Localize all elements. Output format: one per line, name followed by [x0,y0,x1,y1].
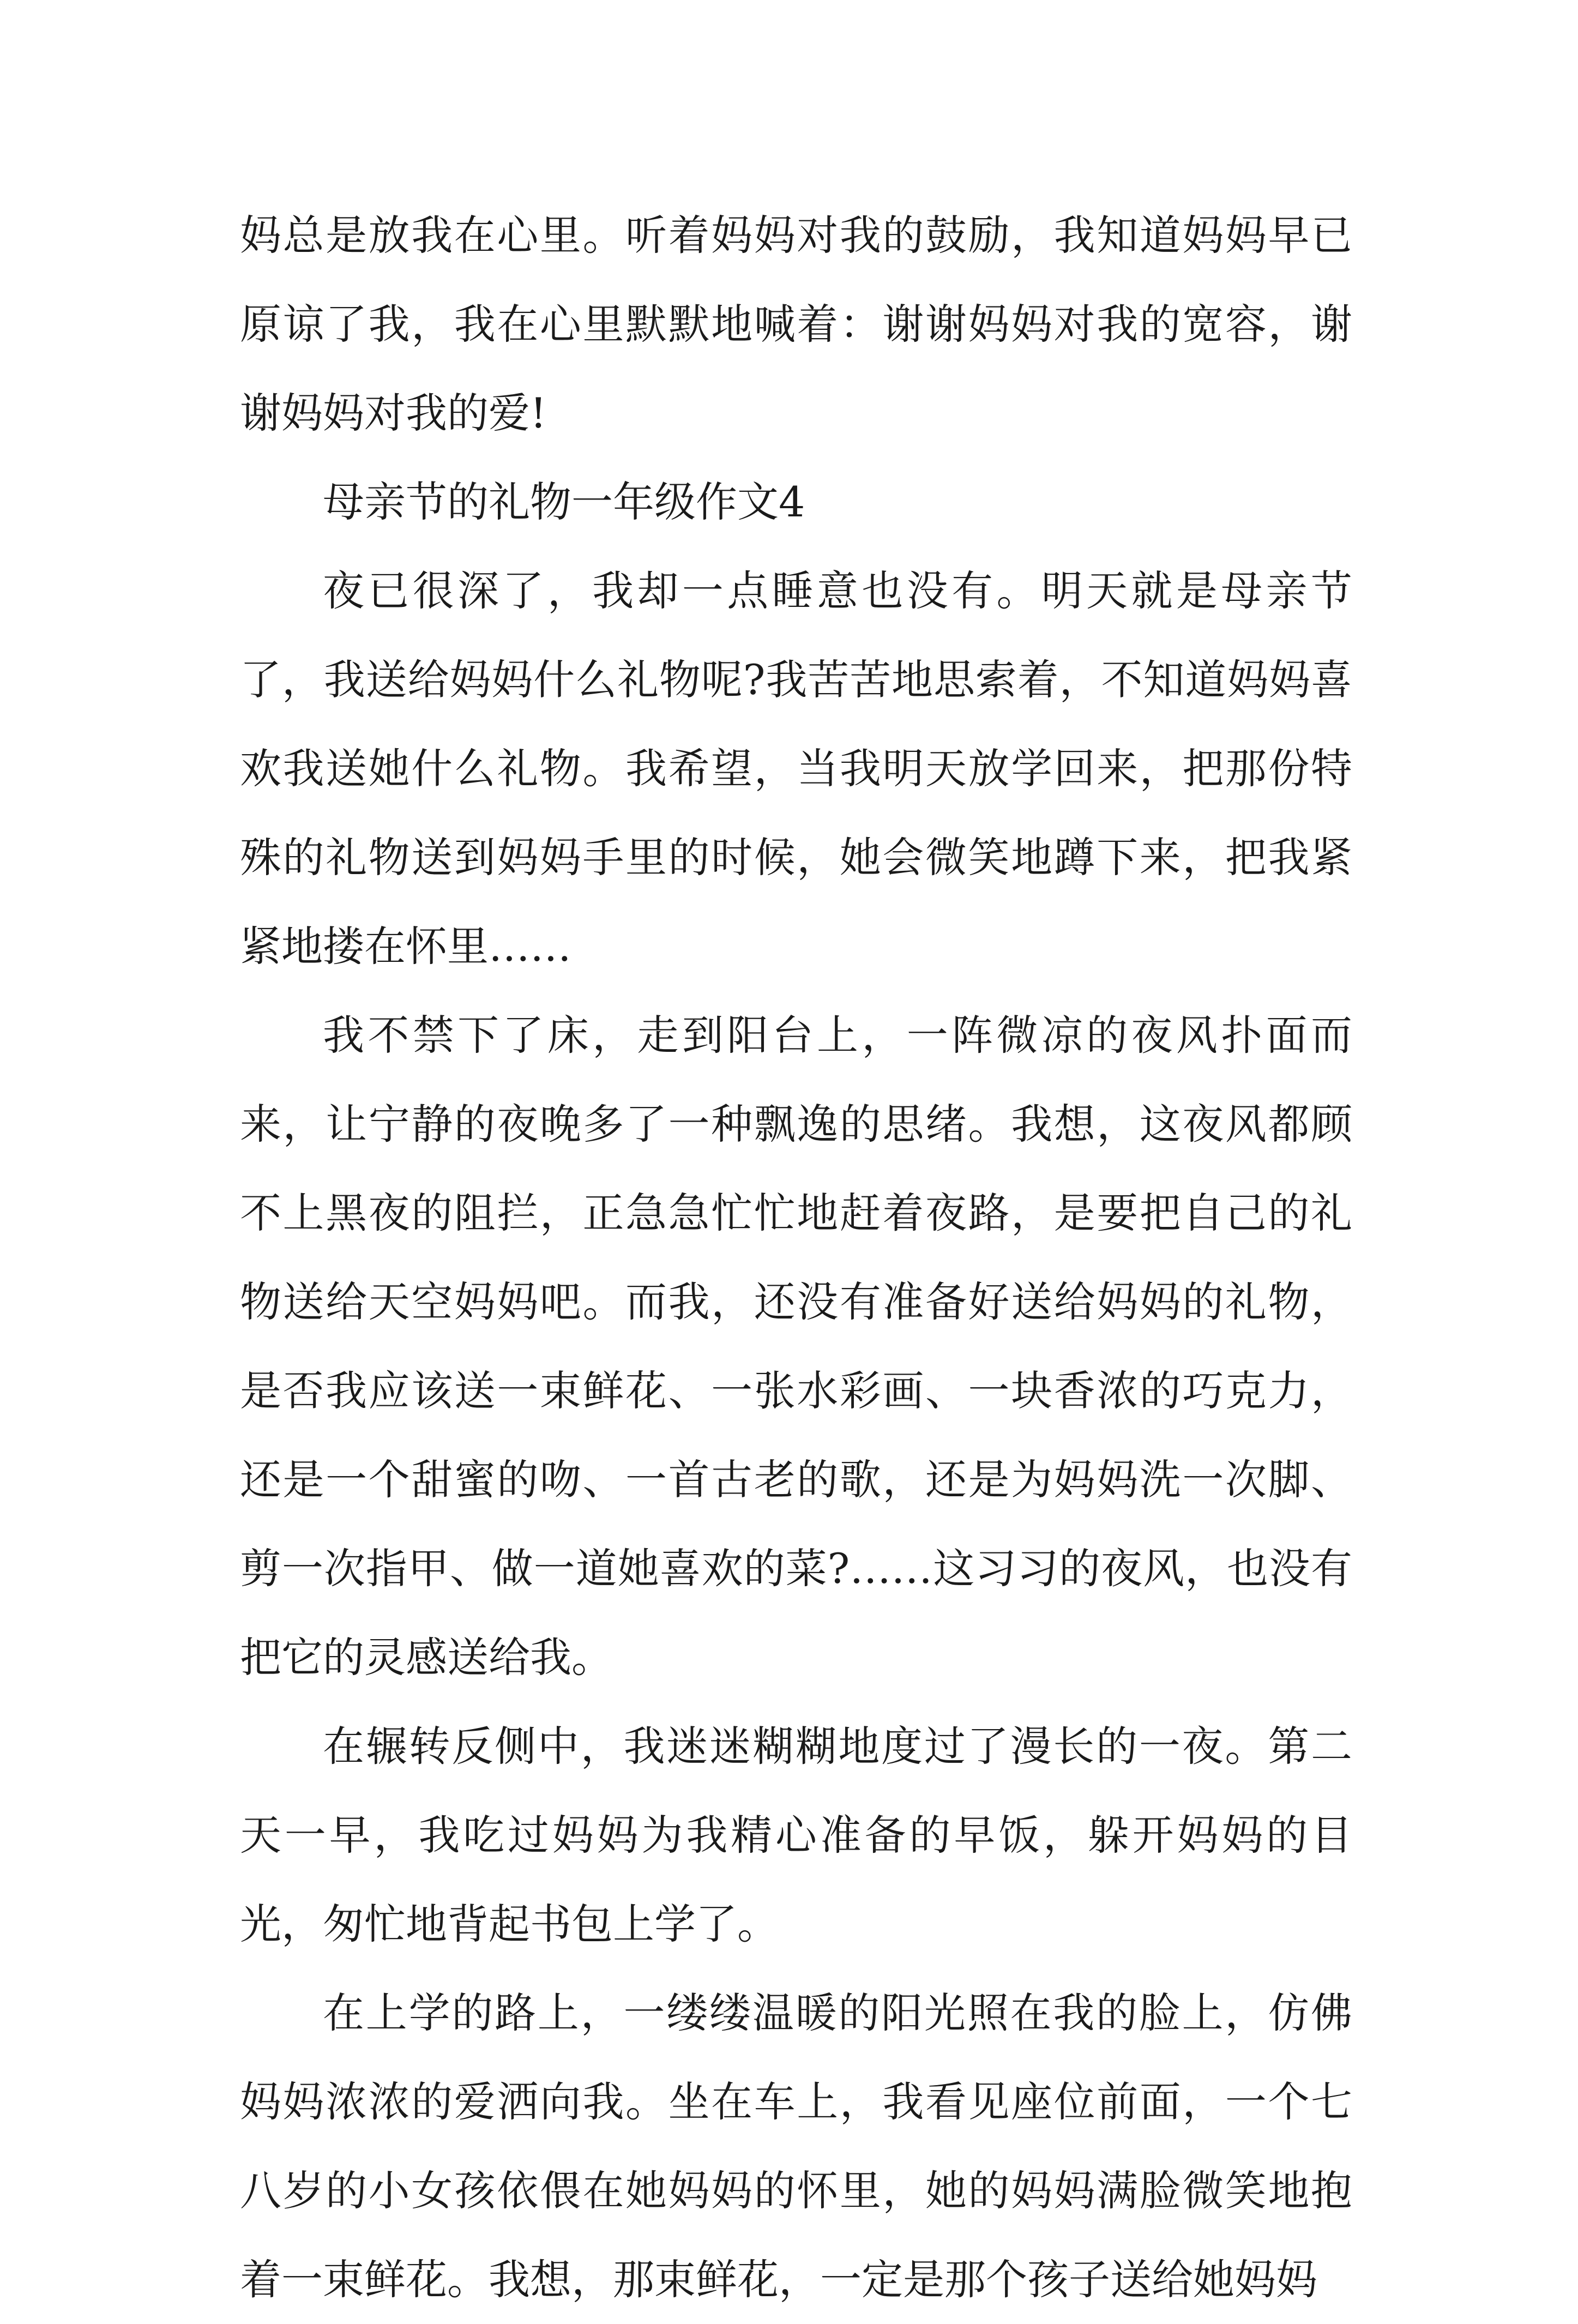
paragraph: 在上学的路上，一缕缕温暖的阳光照在我的脸上，仿佛妈妈浓浓的爱洒向我。坐在车上，我看见座位前面，一个七八岁的小女孩依偎在她妈妈的怀里，她的妈妈满脸微笑地抱着一束鲜花。我想，那束鲜花，一定是那个孩子送给她妈妈 [240,1989,1352,2304]
paragraph: 在辗转反侧中，我迷迷糊糊地度过了漫长的一夜。第二天一早，我吃过妈妈为我精心准备的早饭，躲开妈妈的目光，匆忙地背起书包上学了。 [240,1722,1352,1948]
paragraph: 我不禁下了床，走到阳台上，一阵微凉的夜风扑面而来，让宁静的夜晚多了一种飘逸的思绪。我想，这夜风都顾不上黑夜的阻拦，正急急忙忙地赶着夜路，是要把自己的礼物送给天空妈妈吧。而我，还没有准备好送给妈妈的礼物，是否我应该送一束鲜花、一张水彩画、一块香浓的巧克力，还是一个甜蜜的吻、一首古老的歌，还是为妈妈洗一次脚、剪一次指甲、做一道她喜欢的菜?……这习习的夜风，也没有把它的灵感送给我。 [240,1011,1352,1682]
document-body [240,191,1352,2324]
section-heading: 母亲节的礼物一年级作文4 [323,478,805,526]
paragraph: 夜已很深了，我却一点睡意也没有。明天就是母亲节了，我送给妈妈什么礼物呢?我苦苦地思索着，不知道妈妈喜欢我送她什么礼物。我希望，当我明天放学回来，把那份特殊的礼物送到妈妈手里的时候，她会微笑地蹲下来，把我紧紧地搂在怀里…… [240,567,1352,971]
paragraph-continuation: 妈总是放我在心里。听着妈妈对我的鼓励，我知道妈妈早已原谅了我，我在心里默默地喊着：谢谢妈妈对我的宽容，谢谢妈妈对我的爱! [240,211,1352,437]
